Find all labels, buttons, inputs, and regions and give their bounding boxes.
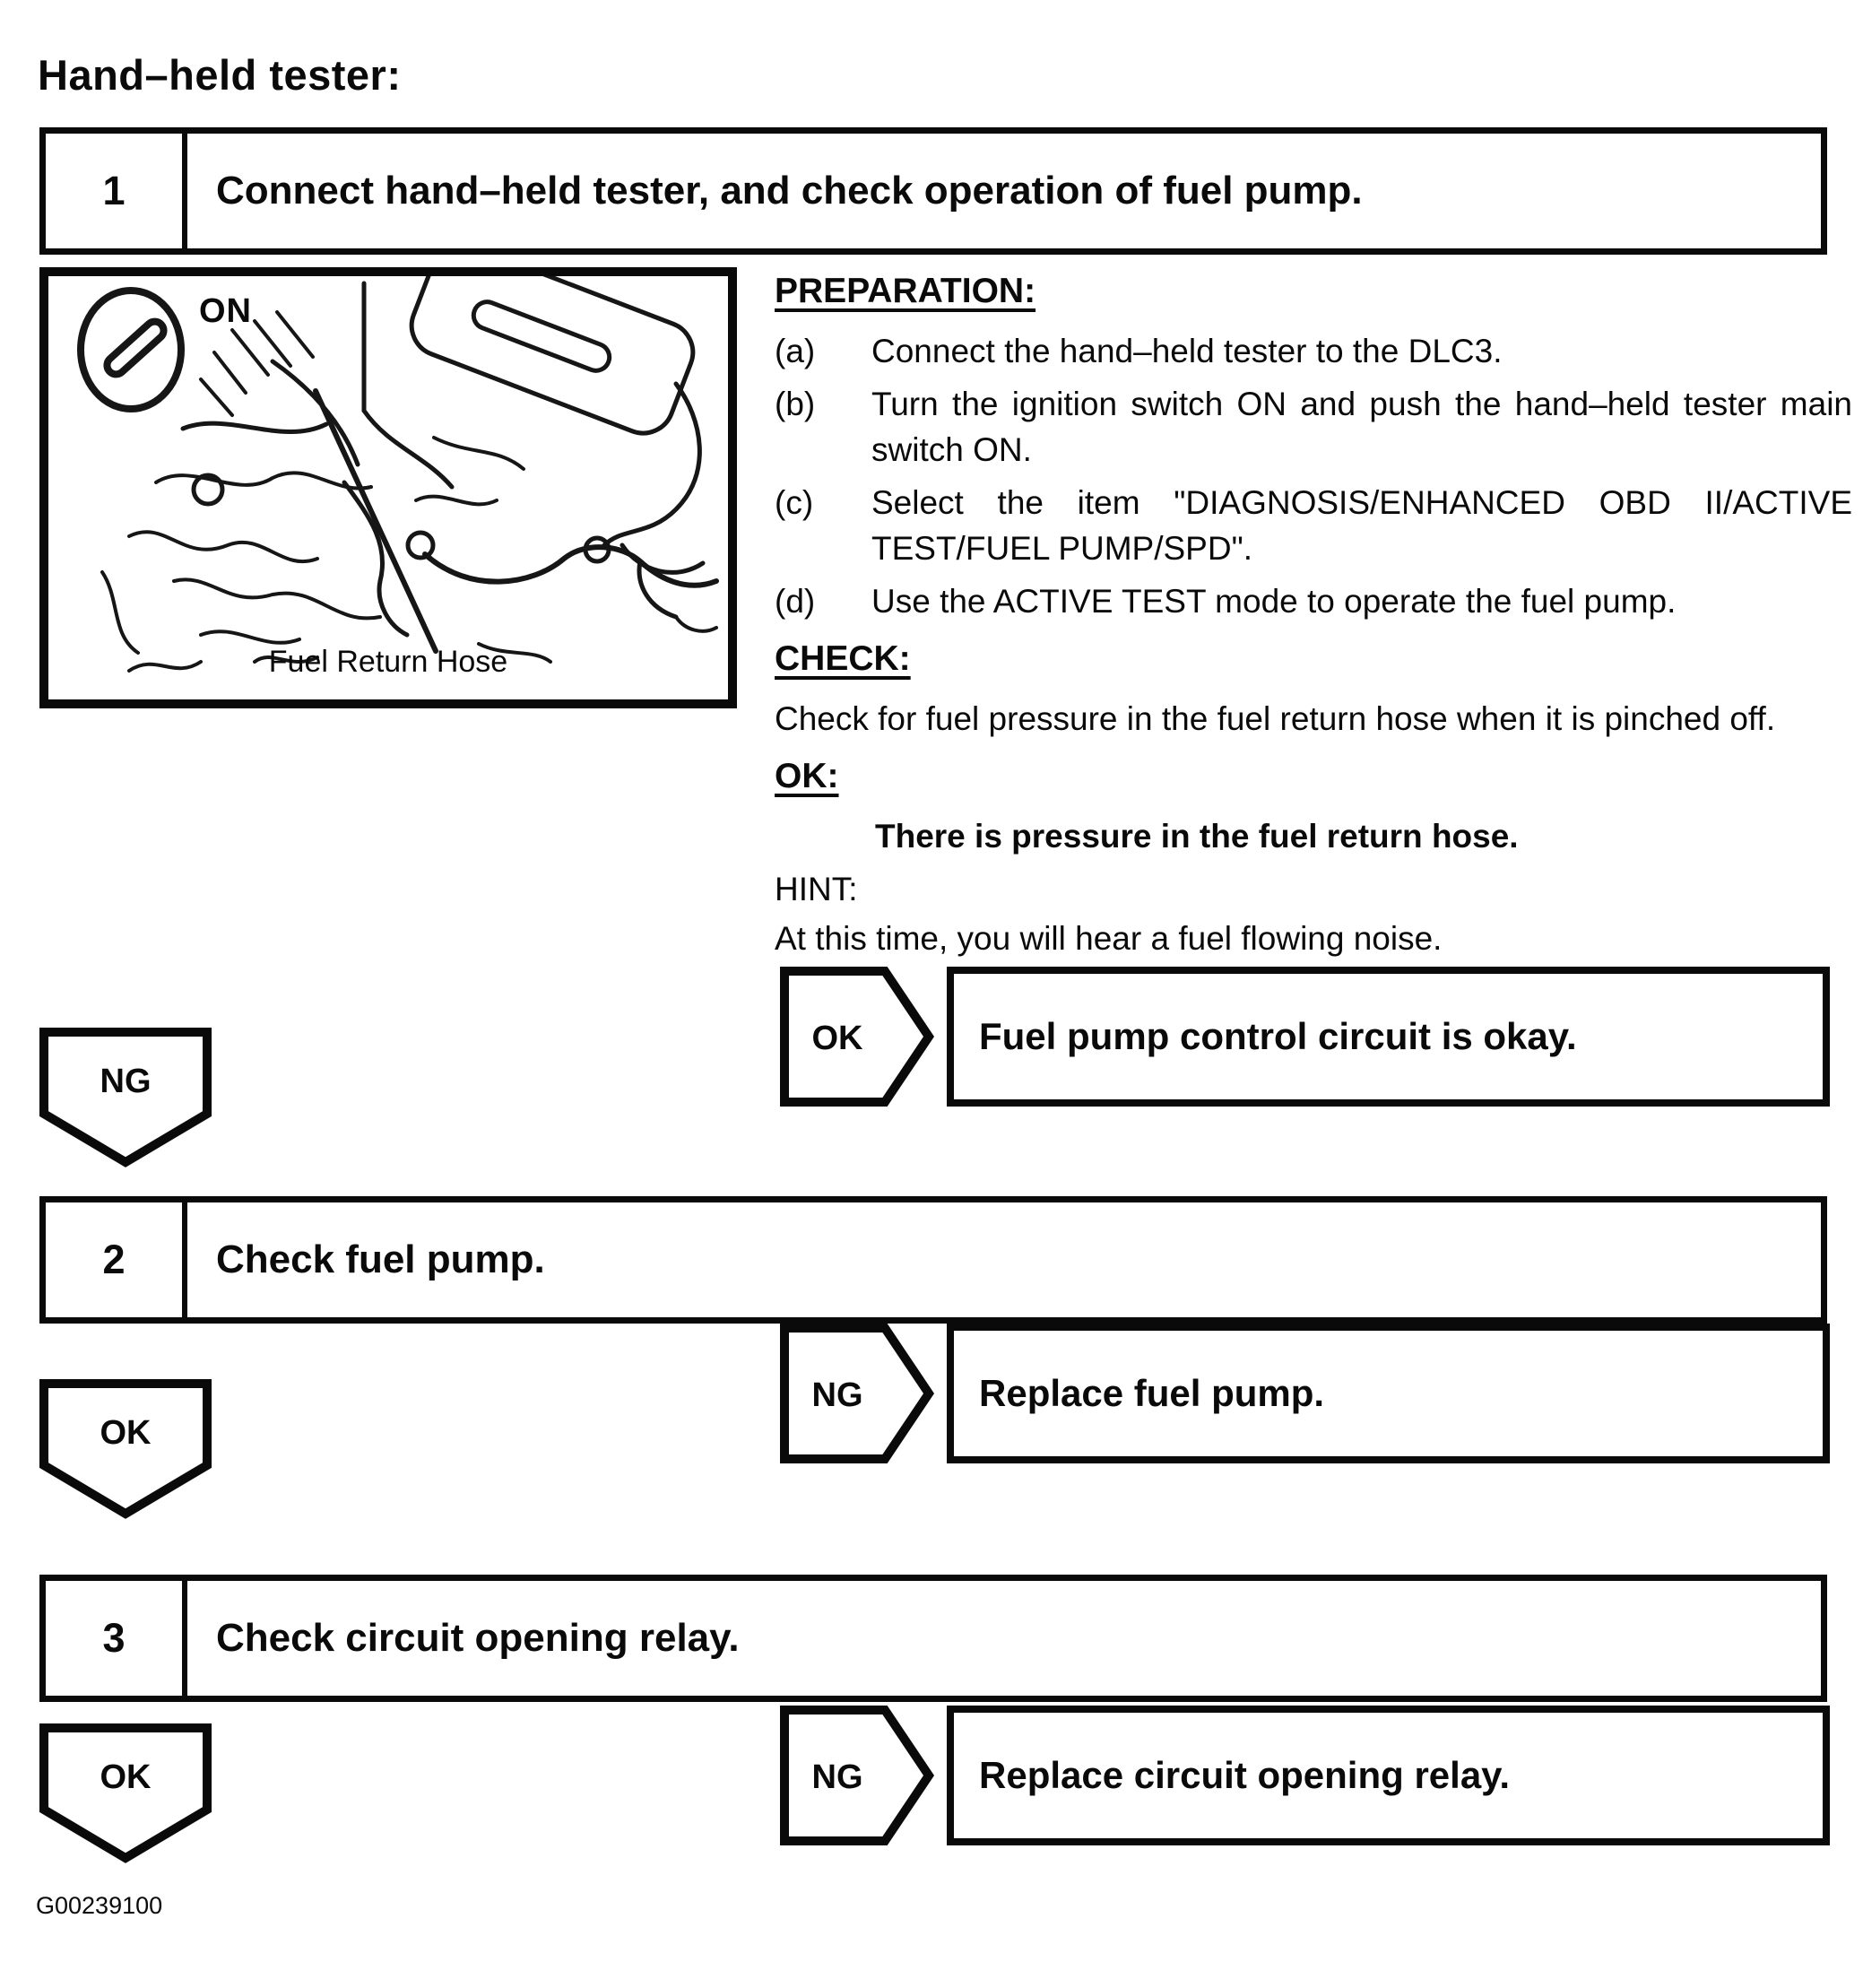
branch-row-ng [780,1706,1830,1845]
step-2-number: 2 [46,1202,187,1317]
preparation-item [775,328,1852,374]
connector-label: OK [100,1758,152,1797]
connector-label: NG [100,1063,152,1101]
result-text: Fuel pump control circuit is okay. [979,1015,1577,1057]
procedure-details [775,265,1852,961]
engine-illustration [39,267,737,708]
branch-row-ng [780,1324,1830,1463]
verdict-label: OK [811,1020,863,1058]
item-label: (a) [775,332,816,369]
page-title: Hand–held tester: [38,51,402,99]
item-text: Use the ACTIVE TEST mode to operate the fuel pump. [871,583,1677,621]
ng-down-pentagon-icon [39,1028,212,1168]
step-3-box [39,1575,1827,1702]
preparation-item [775,480,1852,571]
ok-connector [39,1723,212,1868]
ignition-on-label: ON [199,292,252,330]
figure-code: G00239100 [36,1892,163,1919]
step-3-title: Check circuit opening relay. [216,1616,740,1660]
result-box [947,1324,1830,1463]
ok-condition-text: There is pressure in the fuel return hose. [875,817,1519,855]
check-text: Check for fuel pressure in the fuel return hose when it is pinched off. [775,699,1776,737]
result-box [947,1706,1830,1845]
connector-label: OK [100,1414,152,1453]
step-2-title: Check fuel pump. [216,1237,545,1281]
hint-heading: HINT: [775,870,858,907]
step-1-box [39,127,1827,255]
step-2-box [39,1196,1827,1324]
ok-down-pentagon-icon [39,1379,212,1519]
verdict-label: NG [811,1376,863,1415]
ok-down-pentagon-icon [39,1723,212,1863]
check-heading: CHECK: [775,639,911,679]
ng-connector [39,1028,212,1172]
figure-caption: Fuel Return Hose [268,645,508,679]
item-text: Connect the hand–held tester to the DLC3. [871,332,1503,369]
result-text: Replace fuel pump. [979,1372,1325,1414]
hint-text: At this time, you will hear a fuel flowing noise. [775,919,1443,957]
preparation-item [775,381,1852,473]
step-3-number: 3 [46,1581,187,1696]
preparation-item [775,578,1852,624]
ok-connector [39,1379,212,1524]
item-label: (d) [775,583,816,621]
item-text: Turn the ignition switch ON and push the hand–held tester main switch ON. [871,385,1852,468]
engine-line-art [48,276,728,699]
ok-heading: OK: [775,756,839,795]
item-text: Select the item "DIAGNOSIS/ENHANCED OBD II/ACTIVE TEST/FUEL PUMP/SPD". [871,483,1852,567]
item-label: (c) [775,483,814,521]
ignition-key-icon [81,291,181,409]
ng-arrow-icon [780,1706,934,1845]
step-1-number: 1 [46,134,187,248]
verdict-label: NG [811,1758,863,1797]
preparation-heading: PREPARATION: [775,272,1036,310]
step-1-title: Connect hand–held tester, and check operation of fuel pump. [216,169,1363,213]
ok-arrow-icon [780,967,934,1107]
branch-row-ok [780,967,1830,1107]
item-label: (b) [775,385,816,422]
result-box [947,967,1830,1107]
ng-arrow-icon [780,1324,934,1463]
result-text: Replace circuit opening relay. [979,1754,1511,1796]
